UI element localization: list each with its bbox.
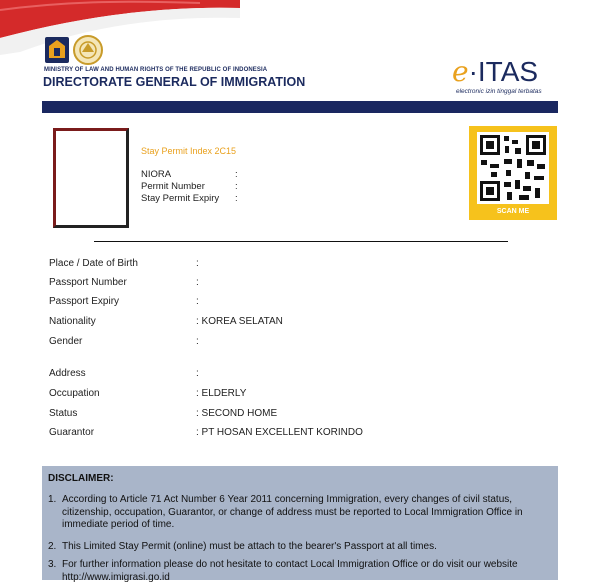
guarantor-value: : PT HOSAN EXCELLENT KORINDO bbox=[196, 427, 363, 438]
header-divider-bar bbox=[42, 101, 558, 113]
status-label: Status bbox=[49, 408, 78, 419]
status-value: : SECOND HOME bbox=[196, 408, 278, 419]
disclaimer-item-number: 3. bbox=[48, 559, 57, 570]
address-label: Address bbox=[49, 368, 86, 379]
eitas-logo-e: e bbox=[452, 55, 469, 88]
disclaimer-item-text: For further information please do not hesitate to contact Local Immigration Office or do visit our website http://www.imigrasi.go.id bbox=[62, 559, 518, 583]
qr-code-icon bbox=[477, 132, 549, 204]
disclaimer-title: DISCLAIMER: bbox=[48, 473, 114, 484]
gender-value: : bbox=[196, 336, 199, 347]
stay-permit-expiry-separator: : bbox=[235, 193, 238, 204]
nationality-label: Nationality bbox=[49, 316, 96, 327]
photo-placeholder bbox=[53, 128, 129, 228]
disclaimer-box bbox=[42, 466, 558, 583]
niora-label: NIORA bbox=[141, 169, 172, 180]
disclaimer-item-number: 1. bbox=[48, 494, 57, 505]
disclaimer-item bbox=[48, 541, 554, 554]
disclaimer-item bbox=[48, 559, 554, 584]
birth-label: Place / Date of Birth bbox=[49, 258, 138, 269]
passport-expiry-value: : bbox=[196, 296, 199, 307]
qr-code-panel[interactable] bbox=[469, 126, 557, 220]
niora-separator: : bbox=[235, 169, 238, 180]
disclaimer-item bbox=[48, 494, 554, 532]
disclaimer-item-text: This Limited Stay Permit (online) must be attach to the bearer's Passport at all times. bbox=[62, 541, 437, 552]
eitas-logo bbox=[452, 55, 538, 88]
eitas-logo-text: ·ITAS bbox=[468, 56, 539, 87]
qr-scan-caption: SCAN ME bbox=[496, 208, 530, 215]
permit-number-label: Permit Number bbox=[141, 181, 205, 192]
stay-permit-expiry-label: Stay Permit Expiry bbox=[141, 193, 220, 204]
ministry-emblem-icon bbox=[44, 36, 70, 64]
occupation-value: : ELDERLY bbox=[196, 388, 247, 399]
birth-value: : bbox=[196, 258, 199, 269]
section-divider bbox=[94, 241, 508, 242]
eitas-tagline: electronic izin tinggal terbatas bbox=[456, 88, 542, 95]
ministry-name: MINISTRY OF LAW AND HUMAN RIGHTS OF THE REPUBLIC OF INDONESIA bbox=[44, 67, 268, 73]
guarantor-label: Guarantor bbox=[49, 427, 95, 438]
immigration-emblem-icon bbox=[72, 34, 104, 66]
passport-number-value: : bbox=[196, 277, 199, 288]
passport-expiry-label: Passport Expiry bbox=[49, 296, 120, 307]
disclaimer-item-text: According to Article 71 Act Number 6 Year 2011 concerning Immigration, every changes of civil status, citizenship, occupation, Guarantor, or change of address must be reported to Local Immigration Office in immediate period of time. bbox=[62, 494, 523, 530]
address-value: : bbox=[196, 368, 199, 379]
directorate-name: DIRECTORATE GENERAL OF IMMIGRATION bbox=[43, 75, 306, 89]
nationality-value: : KOREA SELATAN bbox=[196, 316, 283, 327]
occupation-label: Occupation bbox=[49, 388, 100, 399]
permit-number-separator: : bbox=[235, 181, 238, 192]
flag-swoosh-decoration bbox=[0, 0, 240, 55]
stay-permit-index: Stay Permit Index 2C15 bbox=[141, 146, 237, 156]
passport-number-label: Passport Number bbox=[49, 277, 127, 288]
disclaimer-item-number: 2. bbox=[48, 541, 57, 552]
gender-label: Gender bbox=[49, 336, 83, 347]
